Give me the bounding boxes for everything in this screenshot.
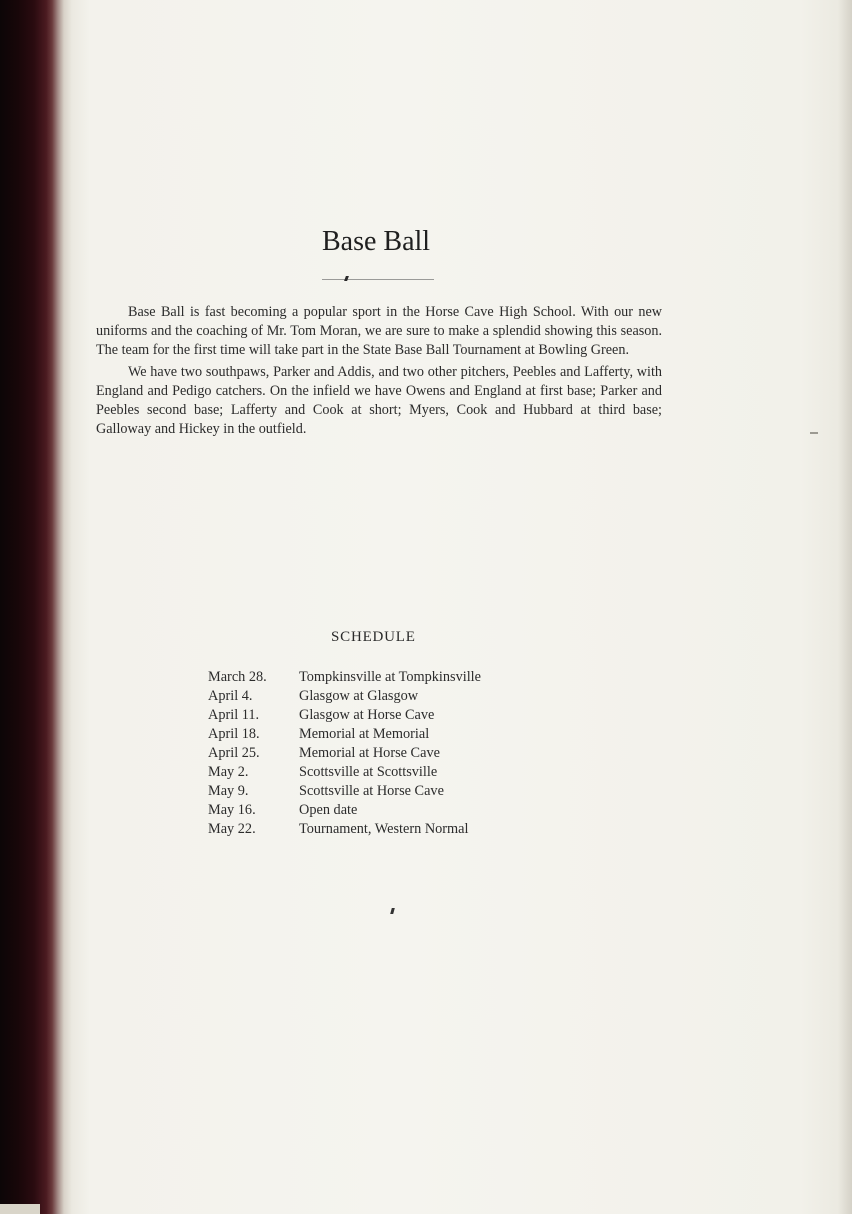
page-edge-shadow xyxy=(838,0,852,1214)
schedule-row xyxy=(208,725,481,744)
schedule-game: Memorial at Horse Cave xyxy=(299,745,440,761)
schedule-row xyxy=(208,706,481,725)
schedule-list xyxy=(208,668,481,839)
schedule-date: April 4. xyxy=(208,688,253,704)
schedule-row xyxy=(208,801,481,820)
page-title: Base Ball xyxy=(322,226,431,257)
schedule-date: May 2. xyxy=(208,764,249,780)
schedule-row xyxy=(208,782,481,801)
page-corner xyxy=(0,1204,40,1214)
article-paragraph: We have two southpaws, Parker and Addis, and two other pitchers, Peebles and Lafferty, with England and Pedigo catchers. On the infield we have Owens and England at first base; Parker and Peebles second base; Lafferty and Cook at short; Myers, Cook and Hubbard at third base; Galloway and Hickey in the outfield. xyxy=(96,363,662,438)
schedule-date: April 18. xyxy=(208,726,260,742)
schedule-row xyxy=(208,763,481,782)
schedule-game: Scottsville at Scottsville xyxy=(299,764,438,780)
title-rule-line xyxy=(322,279,434,280)
schedule-game: Memorial at Memorial xyxy=(299,726,430,742)
schedule-date: May 16. xyxy=(208,802,256,818)
schedule-heading: SCHEDULE xyxy=(331,629,416,645)
page-speck xyxy=(810,432,818,434)
ink-mark xyxy=(390,908,395,914)
article-paragraph: Base Ball is fast becoming a popular sport in the Horse Cave High School. With our new uniforms and the coaching of Mr. Tom Moran, we are sure to make a splendid showing this season. The team for the first time will take part in the State Base Ball Tournament at Bowling Green. xyxy=(96,304,662,359)
title-rule-ornament xyxy=(322,276,434,282)
schedule-date: May 22. xyxy=(208,821,256,837)
schedule-row xyxy=(208,820,481,839)
schedule-game: Tournament, Western Normal xyxy=(299,821,469,837)
schedule-game: Tompkinsville at Tompkinsville xyxy=(299,669,481,685)
schedule-game: Glasgow at Glasgow xyxy=(299,688,419,704)
schedule-row xyxy=(208,744,481,763)
schedule-date: April 25. xyxy=(208,745,260,761)
schedule-date: May 9. xyxy=(208,783,249,799)
schedule-date: March 28. xyxy=(208,669,267,685)
schedule-row xyxy=(208,687,481,706)
schedule-game: Scottsville at Horse Cave xyxy=(299,783,444,799)
schedule-game: Glasgow at Horse Cave xyxy=(299,707,435,723)
article-body xyxy=(96,303,662,441)
schedule-date: April 11. xyxy=(208,707,260,723)
schedule-row xyxy=(208,668,481,687)
schedule-game: Open date xyxy=(299,802,358,818)
